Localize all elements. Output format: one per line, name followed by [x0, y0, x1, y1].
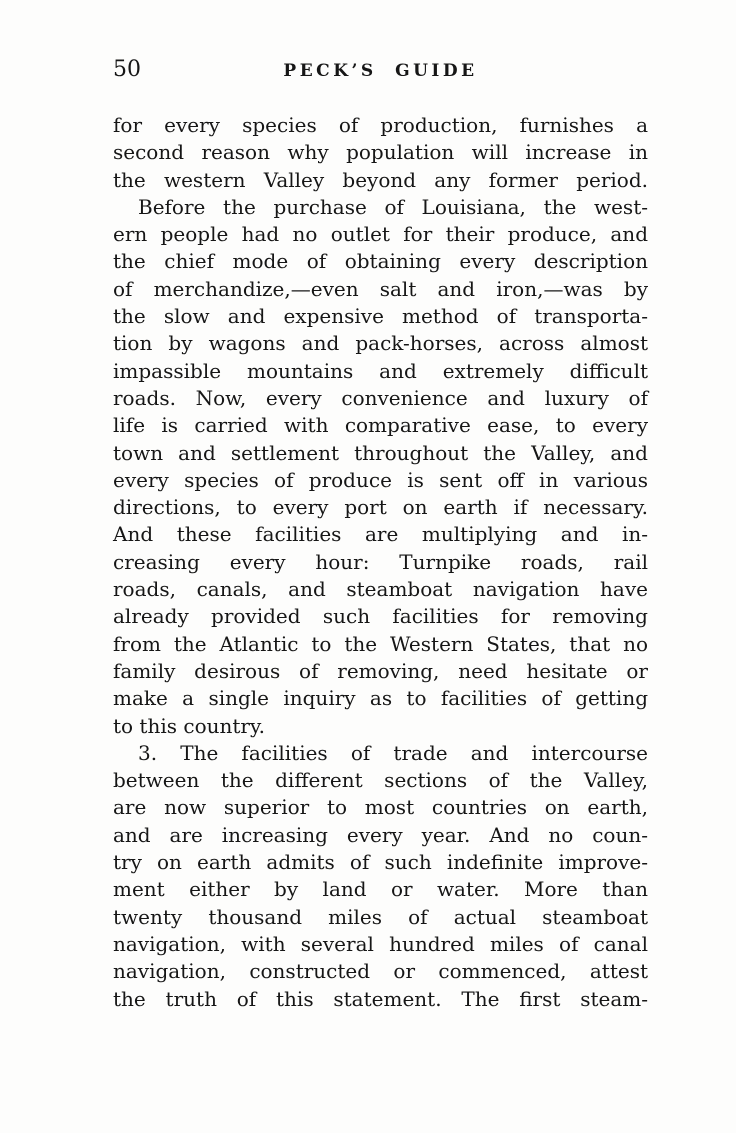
paragraph: [113, 194, 648, 740]
text-line: 3. The facilities of trade and intercourse: [138, 740, 648, 765]
body-text: [113, 112, 648, 1013]
text-line: tion by wagons and pack-horses, across almost: [113, 331, 648, 356]
text-line: try on earth admits of such indefinite improve-: [113, 850, 648, 875]
text-line: twenty thousand miles of actual steamboat: [113, 904, 648, 929]
text-line: the chief mode of obtaining every description: [113, 249, 648, 274]
running-head: [113, 56, 648, 88]
text-line: life is carried with comparative ease, to every: [113, 413, 648, 438]
running-head-title: PECK’S GUIDE: [283, 61, 478, 81]
text-line: ment either by land or water. More than: [113, 877, 648, 902]
text-line: for every species of production, furnishes a: [113, 113, 648, 137]
text-line: to this country.: [113, 713, 265, 738]
text-line: ern people had no outlet for their produce, and: [113, 222, 648, 247]
page-content: [113, 56, 648, 1013]
text-line: are now superior to most countries on earth,: [113, 795, 648, 820]
text-line: navigation, with several hundred miles of canal: [113, 931, 648, 956]
text-line: roads. Now, every convenience and luxury of: [113, 385, 648, 410]
text-line: And these facilities are multiplying and in-: [113, 522, 648, 547]
text-line: from the Atlantic to the Western States, that no: [113, 631, 648, 656]
text-line: of merchandize,—even salt and iron,—was by: [113, 276, 648, 301]
text-line: Before the purchase of Louisiana, the west-: [138, 194, 648, 219]
text-line: family desirous of removing, need hesitate or: [113, 658, 648, 683]
paragraph: [113, 112, 648, 194]
text-line: town and settlement throughout the Valley, and: [113, 440, 648, 465]
text-line: and are increasing every year. And no coun-: [113, 822, 648, 847]
text-line: the slow and expensive method of transporta-: [113, 304, 648, 329]
page-number: 50: [113, 57, 141, 82]
text-line: directions, to every port on earth if necessary.: [113, 495, 648, 520]
text-line: between the different sections of the Valley,: [113, 768, 648, 793]
text-line: second reason why population will increase in: [113, 140, 648, 165]
text-line: every species of produce is sent off in various: [113, 467, 648, 492]
text-line: the western Valley beyond any former period.: [113, 167, 648, 192]
text-line: the truth of this statement. The first steam-: [113, 986, 648, 1011]
text-line: creasing every hour: Turnpike roads, rail: [113, 549, 648, 574]
text-line: make a single inquiry as to facilities of getting: [113, 686, 648, 711]
text-line: impassible mountains and extremely difficult: [113, 358, 648, 383]
text-line: already provided such facilities for removing: [113, 604, 648, 629]
text-line: roads, canals, and steamboat navigation have: [113, 577, 648, 602]
paragraph: [113, 740, 648, 1013]
text-line: navigation, constructed or commenced, attest: [113, 959, 648, 984]
